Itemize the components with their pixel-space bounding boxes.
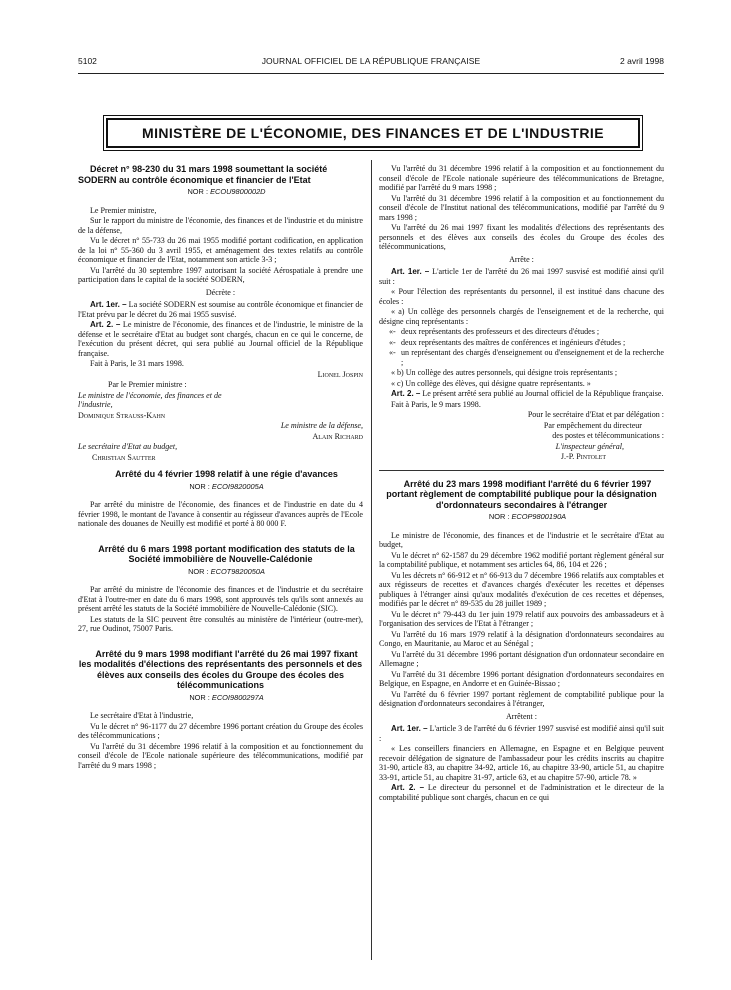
arrete-comptabilite (379, 479, 664, 803)
right-column (379, 164, 664, 803)
signature-line: des postes et télécommunications : (552, 431, 664, 440)
arretent-heading: Arrêtent : (505, 711, 538, 721)
signature-minister-title: Le ministre de l'économie, des finances et de l'industrie, (78, 390, 222, 409)
page-number: 5102 (78, 56, 97, 66)
arrete-regie-avances (78, 469, 363, 529)
paragraph: Vu le décret n° 79-443 du 1er juin 1979 relatif aux pouvoirs des ambassadeurs et à l'organisation des services de l'Etat à l'étranger ; (379, 609, 664, 628)
arrete-title: Arrêté du 6 mars 1998 portant modification des statuts de la Société immobilière de Nouvelle-Calédonie (98, 543, 355, 564)
article-1: Art. 1er. – La société SODERN est soumise au contrôle économique et financier de l'Etat prévu par le décret du 26 mai 1955 susvisé. (78, 300, 364, 319)
arrete-title: Arrêté du 23 mars 1998 modifiant l'arrêté du 6 février 1997 portant règlement de comptabilité publique pour la désignation d'ordonnateurs secondaires à l'étranger (386, 478, 657, 510)
signing-place-date: Fait à Paris, le 9 mars 1998. (391, 399, 481, 409)
issue-date: 2 avril 1998 (620, 56, 664, 66)
decree-title: Décret n° 98-230 du 31 mars 1998 soumettant la société SODERN au contrôle économique et financier de l'Etat (78, 164, 328, 185)
nor-reference: NOR : ECOT9820050A (188, 566, 265, 576)
signature-minister-name: Dominique Strauss-Kahn (78, 410, 166, 420)
signature-budget-name: Christian Sautter (92, 452, 156, 462)
nor-reference: NOR : ECOU9800002D (187, 187, 266, 196)
left-column (78, 164, 363, 771)
signature-pm: Lionel Jospin (317, 369, 363, 379)
article-1: Art. 1er. – L'article 3 de l'arrêté du 6 février 1997 susvisé est modifié ainsi qu'il suit : (379, 724, 664, 743)
paragraph: Sur le rapport du ministre de l'économie, des finances et de l'industrie et du ministre de la défense, (78, 216, 363, 235)
paragraph: Vu l'arrêté du 16 mars 1979 relatif à la désignation d'ordonnateurs secondaires au Congo, en Mauritanie, au Maroc et au Sénégal ; (379, 629, 664, 648)
paragraph: Par arrêté du ministre de l'économie, des finances et de l'industrie en date du 4 février 1998, le montant de l'avance à consentir au régisseur d'avances auprès de l'Ecole nationale des douanes de Neuilly est modifié et porté à 80 000 F. (78, 500, 363, 528)
quote-paragraph: « c) Un collège des élèves, qui désigne quatre représentants. » (391, 378, 591, 388)
paragraph: Le Premier ministre, (90, 205, 157, 215)
signature-line: Pour le secrétaire d'Etat et par délégation : (527, 410, 664, 419)
list-item: «- deux représentants des maîtres de conférences et ingénieurs d'études ; (379, 338, 664, 348)
paragraph: Vu le décret n° 62-1587 du 29 décembre 1962 modifié portant règlement général sur la comptabilité publique, et notamment ses articles 64, 86, 104 et 226 ; (379, 550, 664, 569)
signature-par: Par le Premier ministre : (108, 380, 187, 389)
journal-title: JOURNAL OFFICIEL DE LA RÉPUBLIQUE FRANÇAISE (261, 56, 481, 66)
list-item: «- un représentant des chargés d'enseignement ou d'enseignement et de la recherche ; (379, 348, 664, 367)
article-2: Art. 2. – Le présent arrêté sera publié au Journal officiel de la République française. (391, 389, 664, 398)
arrete-title: Arrêté du 9 mars 1998 modifiant l'arrêté du 26 mai 1997 fixant les modalités d'élections des représentants des personnels et des élèves aux conseils des écoles du Groupe des écoles des télécommunications (78, 648, 363, 690)
paragraph: Vu le décret n° 55-733 du 26 mai 1955 modifié portant codification, en application de la loi n° 55-360 du 3 avril 1955, et aménagement des textes relatifs au contrôle économique et financier de l'Etat, notamment son article 3-3 ; (78, 236, 363, 264)
paragraph: Vu l'arrêté du 31 décembre 1996 portant désignation d'un ordonnateur secondaire en Allemagne ; (379, 649, 664, 668)
paragraph: Vu l'arrêté du 30 septembre 1997 autorisant la société Aérospatiale à prendre une participation dans le capital de la société SODERN, (78, 265, 363, 284)
nor-reference: NOR : ECOP9800190A (488, 512, 567, 521)
signature-defense-name: Alain Richard (312, 431, 363, 441)
nor-reference: NOR : ECOI9800297A (189, 692, 264, 702)
quote-paragraph: « Pour l'élection des représentants du personnel, il est institué dans chacune des écoles : (379, 287, 664, 306)
list-item: «- deux représentants des professeurs et des directeurs d'études ; (379, 327, 664, 337)
paragraph: Vu l'arrêté du 31 décembre 1996 portant désignation d'ordonnateurs secondaires en Belgique, en Espagne, en Andorre et en Guinée-Bissao ; (379, 669, 664, 688)
article-1: Art. 1er. – L'article 1er de l'arrêté du 26 mai 1997 susvisé est modifié ainsi qu'il suit : (379, 267, 665, 286)
quote-paragraph: « a) Un collège des personnels chargés de l'enseignement et de la recherche, qui désigne cinq représentants : (379, 307, 664, 326)
paragraph: Le secrétaire d'Etat à l'industrie, (90, 711, 194, 720)
signature-line: Par empêchement du directeur (543, 420, 642, 430)
quote-paragraph: « b) Un collège des autres personnels, qui désigne trois représentants ; (391, 368, 618, 377)
column-divider (371, 160, 372, 960)
arrete-sic (78, 544, 363, 634)
arrete-elections (78, 649, 363, 771)
section-divider (379, 470, 664, 471)
signature-line: L'inspecteur général, (555, 441, 624, 451)
running-header (78, 56, 664, 70)
signing-place-date: Fait à Paris, le 31 mars 1998. (90, 359, 184, 368)
paragraph: Vu l'arrêté du 31 décembre 1996 relatif à la composition et au fonctionnement du conseil d'école de l'Ecole nationale supérieure des télécommunications de Bretagne, modifié par l'arrêté du 9 mars 1998 ; (379, 164, 664, 192)
signature-name: J.-P. Pintolet (560, 452, 606, 461)
paragraph: Vu les décrets n° 66-912 et n° 66-913 du 7 décembre 1966 relatifs aux comptables et aux régisseurs de recettes et d'avances chargés d'exécuter les recettes et dépenses publiques à l'étranger ainsi qu'aux modalités d'exécution de ces recettes et dépenses, modifiés par le décret n° 89-535 du 28 juillet 1989 ; (379, 570, 664, 608)
arrete-heading: Arrête : (509, 254, 534, 264)
paragraph: Vu l'arrêté du 31 décembre 1996 relatif à la composition et au fonctionnement du conseil d'école de l'Ecole nationale supérieure des télécommunications, modifié par l'arrêté du 9 mars 1998 ; (78, 741, 363, 770)
signature-budget-title: Le secrétaire d'Etat au budget, (78, 442, 178, 451)
paragraph: Vu l'arrêté du 26 mai 1997 fixant les modalités d'élections des représentants des personnels et des élèves aux conseils des écoles du Groupe des écoles des télécommunications, (379, 223, 664, 251)
ministry-banner: MINISTÈRE DE L'ÉCONOMIE, DES FINANCES ET DE L'INDUSTRIE (106, 118, 640, 148)
paragraph: Par arrêté du ministre de l'économie des finances et de l'industrie et du secrétaire d'Etat à l'outre-mer en date du 6 mars 1998, sont approuvés tels qu'ils sont annexés au présent arrêté les statuts de la Société immobilière de Nouvelle-Calédonie (SIC). (78, 585, 363, 613)
paragraph: Les statuts de la SIC peuvent être consultés au ministère de l'intérieur (outre-mer), 27, rue Oudinot, 75007 Paris. (78, 614, 363, 633)
quote-paragraph: « Les conseillers financiers en Allemagne, en Espagne et en Belgique peuvent recevoir délégation de signature de l'ambassadeur pour les crédits inscrits au chapitre 31-90, article 83, au chapitre 34-92, article 16, au chapitre 33-90, article 51, au chapitre 33-91, article 51, au chapitre 31-97, article 63, et au chapitre 57-90, article 78. » (379, 744, 664, 782)
arrete-title: Arrêté du 4 février 1998 relatif à une régie d'avances (115, 469, 338, 479)
signature-defense-title: Le ministre de la défense, (280, 421, 363, 430)
article-2: Art. 2. – Le ministre de l'économie, des finances et de l'industrie, le ministre de la défense et le secrétaire d'Etat au budget sont chargés, chacun en ce qui le concerne, de l'exécution du présent décret, qui sera publié au Journal officiel de la République française. (78, 320, 364, 358)
article-2: Art. 2. – Le directeur du personnel et de l'administration et le directeur de la comptabilité publique sont chargés, chacun en ce qui (379, 783, 664, 802)
header-rule (78, 73, 664, 74)
paragraph: Vu l'arrêté du 31 décembre 1996 relatif à la composition et au fonctionnement du conseil d'école de l'Institut national des télécommunications, modifié par l'arrêté du 9 mars 1998 ; (379, 193, 664, 222)
paragraph: Vu l'arrêté du 6 février 1997 portant règlement de comptabilité publique pour la désignation d'ordonnateurs secondaires à l'étranger, (379, 689, 664, 708)
nor-reference: NOR : ECOI9820005A (189, 481, 264, 491)
decrete-heading: Décrète : (205, 287, 236, 297)
paragraph: Vu le décret n° 96-1177 du 27 décembre 1996 portant création du Groupe des écoles des télécommunications ; (78, 721, 363, 740)
paragraph: Le ministre de l'économie, des finances et de l'industrie et le secrétaire d'Etat au budget, (379, 530, 664, 549)
decree-sodern (78, 164, 363, 462)
